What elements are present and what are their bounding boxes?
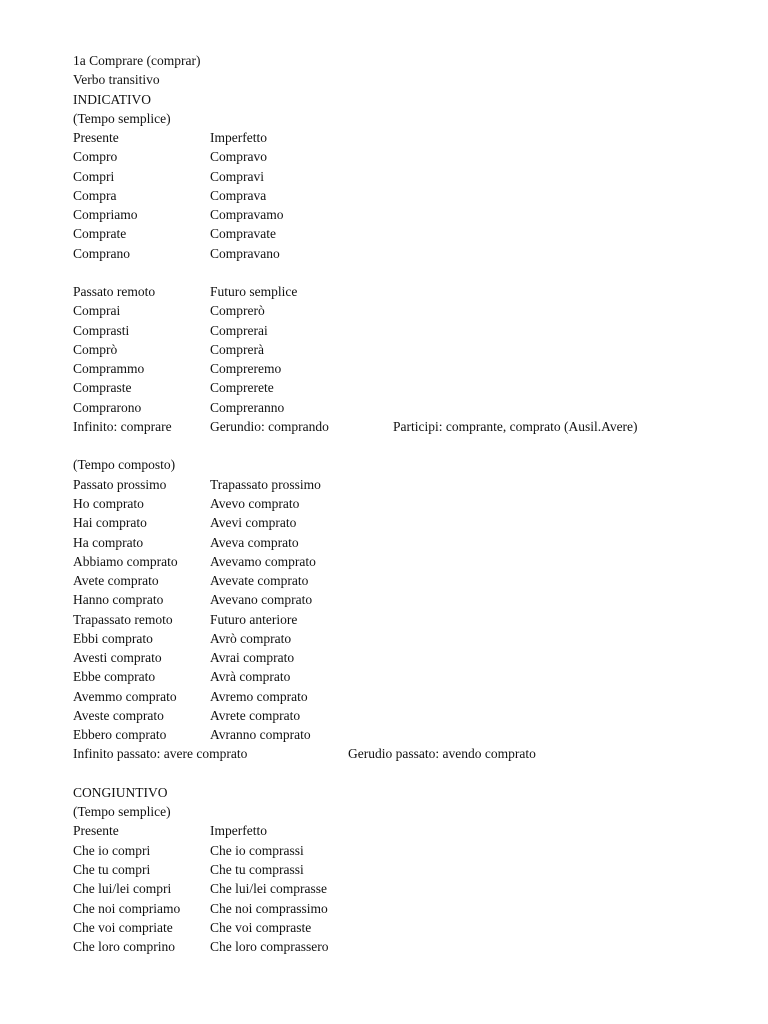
- infinito: Infinito: comprare: [73, 419, 172, 434]
- table-cell: Ebbi comprato: [73, 631, 153, 646]
- table-cell: Comprerà: [210, 342, 264, 357]
- table-cell: Comprasti: [73, 323, 130, 338]
- column-header: Trapassato prossimo: [210, 477, 321, 492]
- table-cell: Comprammo: [73, 361, 145, 376]
- verb-type: Verbo transitivo: [73, 72, 160, 87]
- congiuntivo-simple-heading: (Tempo semplice): [73, 804, 171, 819]
- table-cell: Che voi compriate: [73, 920, 173, 935]
- table-cell: Compro: [73, 149, 118, 164]
- table-cell: Che loro comprassero: [210, 939, 329, 954]
- table-cell: Compravi: [210, 169, 264, 184]
- table-cell: Comprerò: [210, 303, 265, 318]
- table-cell: Avranno comprato: [210, 727, 311, 742]
- table-cell: Avevamo comprato: [210, 554, 316, 569]
- table-cell: Che io comprassi: [210, 843, 304, 858]
- table-cell: Avremo comprato: [210, 689, 308, 704]
- column-header: Imperfetto: [210, 130, 267, 145]
- table-cell: Ha comprato: [73, 535, 144, 550]
- table-cell: Che io compri: [73, 843, 151, 858]
- table-cell: Che tu compri: [73, 862, 151, 877]
- participi: Participi: comprante, comprato (Ausil.Avere): [393, 419, 638, 434]
- infinito-passato: Infinito passato: avere comprato: [73, 746, 248, 761]
- table-cell: Compreranno: [210, 400, 285, 415]
- table-cell: Ebbero comprato: [73, 727, 167, 742]
- gerundio-passato: Gerudio passato: avendo comprato: [348, 746, 536, 761]
- table-cell: Compravano: [210, 246, 280, 261]
- table-cell: Che noi comprassimo: [210, 901, 328, 916]
- column-header: Futuro semplice: [210, 284, 298, 299]
- indicativo-simple-heading: (Tempo semplice): [73, 111, 171, 126]
- verb-title: 1a Comprare (comprar): [73, 53, 201, 68]
- column-header: Imperfetto: [210, 823, 267, 838]
- table-cell: Avrò comprato: [210, 631, 292, 646]
- table-cell: Avevi comprato: [210, 515, 297, 530]
- table-cell: Che tu comprassi: [210, 862, 304, 877]
- column-header: Trapassato remoto: [73, 612, 173, 627]
- table-cell: Che noi compriamo: [73, 901, 181, 916]
- table-cell: Comprò: [73, 342, 118, 357]
- table-cell: Comprarono: [73, 400, 142, 415]
- table-cell: Comprerai: [210, 323, 268, 338]
- table-cell: Hai comprato: [73, 515, 147, 530]
- table-cell: Comprate: [73, 226, 127, 241]
- table-cell: Aveste comprato: [73, 708, 164, 723]
- column-header: Passato prossimo: [73, 477, 167, 492]
- indicativo-heading: INDICATIVO: [73, 92, 151, 107]
- table-cell: Ebbe comprato: [73, 669, 156, 684]
- table-cell: Compra: [73, 188, 117, 203]
- table-cell: Avete comprato: [73, 573, 159, 588]
- table-cell: Comprano: [73, 246, 130, 261]
- table-cell: Comprai: [73, 303, 121, 318]
- congiuntivo-heading: CONGIUNTIVO: [73, 785, 168, 800]
- table-cell: Compravate: [210, 226, 276, 241]
- column-header: Futuro anteriore: [210, 612, 298, 627]
- table-cell: Hanno comprato: [73, 592, 164, 607]
- column-header: Presente: [73, 130, 119, 145]
- table-cell: Che lui/lei compri: [73, 881, 172, 896]
- table-cell: Compri: [73, 169, 115, 184]
- table-cell: Ho comprato: [73, 496, 144, 511]
- table-cell: Compriamo: [73, 207, 138, 222]
- table-cell: Avrà comprato: [210, 669, 291, 684]
- gerundio: Gerundio: comprando: [210, 419, 329, 434]
- table-cell: Che voi compraste: [210, 920, 312, 935]
- composto-heading: (Tempo composto): [73, 457, 176, 472]
- table-cell: Avemmo comprato: [73, 689, 177, 704]
- table-cell: Aveva comprato: [210, 535, 299, 550]
- table-cell: Avesti comprato: [73, 650, 162, 665]
- table-cell: Comprava: [210, 188, 267, 203]
- table-cell: Compravo: [210, 149, 267, 164]
- table-cell: Abbiamo comprato: [73, 554, 178, 569]
- table-cell: Avevate comprato: [210, 573, 309, 588]
- table-cell: Compreremo: [210, 361, 282, 376]
- column-header: Presente: [73, 823, 119, 838]
- table-cell: Che loro comprino: [73, 939, 175, 954]
- table-cell: Avrete comprato: [210, 708, 301, 723]
- table-cell: Compravamo: [210, 207, 284, 222]
- table-cell: Compraste: [73, 380, 132, 395]
- table-cell: Avrai comprato: [210, 650, 295, 665]
- table-cell: Avevano comprato: [210, 592, 313, 607]
- table-cell: Comprerete: [210, 380, 274, 395]
- column-header: Passato remoto: [73, 284, 156, 299]
- table-cell: Che lui/lei comprasse: [210, 881, 327, 896]
- table-cell: Avevo comprato: [210, 496, 300, 511]
